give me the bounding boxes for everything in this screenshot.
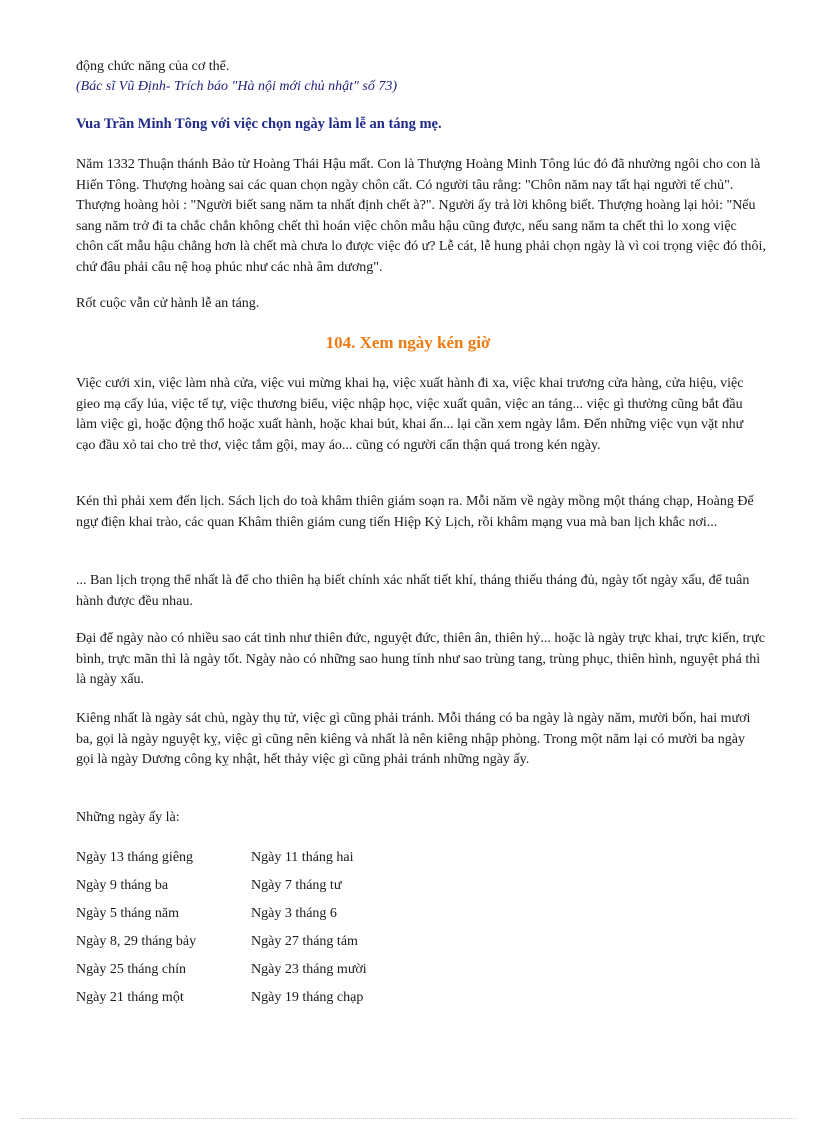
paragraph-6: Những ngày ấy là: xyxy=(76,810,180,825)
day-item: Ngày 9 tháng ba xyxy=(76,878,169,893)
day-item: Ngày 21 tháng một xyxy=(76,990,184,1005)
story-conclusion: Rốt cuộc vẫn cử hành lễ an táng. xyxy=(76,296,260,311)
paragraph-2: Kén thì phải xem đến lịch. Sách lịch do toà khâm thiên giám soạn ra. Mỗi năm về ngày mồng một tháng chạp, Hoàng Đế ngự điện khai trào, các quan Khâm thiên giám cung tiến Hiệp Kỷ Lịch, rồi khâm mạng vua mà ban lịch khắc nơi... xyxy=(76,494,754,530)
paragraph-1: Việc cưới xin, việc làm nhà cửa, việc vui mừng khai hạ, việc xuất hành đi xa, việc khai trương cửa hàng, cửa hiệu, việc gieo mạ cấy lúa, việc tế tự, việc thương biểu, việc nhập học, việc xuất quân, việc an táng... việc gì thường cũng bắt đầu làm việc gì, hoặc động thổ hoặc xuất hành, hoặc khai bút, khai ấn... lại cần xem ngày lắm. Đến những việc vụn vặt như cạo đầu xỏ tai cho trẻ thơ, việc tắm gội, may áo... cũng có người cẩn thận quá trong kén ngày. xyxy=(76,376,744,453)
day-item: Ngày 5 tháng năm xyxy=(76,906,180,921)
day-item: Ngày 25 tháng chín xyxy=(76,962,187,977)
days-row xyxy=(76,876,367,904)
page-bottom-divider xyxy=(20,1118,796,1119)
section-heading: 104. Xem ngày kén giờ xyxy=(325,333,491,352)
day-item: Ngày 8, 29 tháng bảy xyxy=(76,934,197,949)
paragraph-3: ... Ban lịch trọng thể nhất là để cho thiên hạ biết chính xác nhất tiết khí, tháng thiếu tháng đủ, ngày tốt ngày xấu, để tuân hành được đều nhau. xyxy=(76,573,750,609)
citation: (Bác sĩ Vũ Định- Trích báo "Hà nội mới chủ nhật" số 73) xyxy=(76,79,397,94)
days-row xyxy=(76,904,367,932)
day-item: Ngày 3 tháng 6 xyxy=(251,906,337,921)
paragraph-5: Kiêng nhất là ngày sát chủ, ngày thụ tử, việc gì cũng phải tránh. Mỗi tháng có ba ngày là ngày năm, mười bốn, hai mươi ba, gọi là ngày nguyệt kỵ, việc gì cũng nên kiêng và nhất là nên kiêng nhập phòng. Trong một năm lại có mười ba ngày gọi là ngày Dương công kỵ nhật, hết thảy việc gì cũng phải tránh những ngày ấy. xyxy=(76,711,751,767)
days-row xyxy=(76,932,367,960)
day-item: Ngày 19 tháng chạp xyxy=(251,990,364,1005)
day-item: Ngày 13 tháng giêng xyxy=(76,850,194,865)
day-item: Ngày 7 tháng tư xyxy=(251,878,342,893)
story-heading: Vua Trần Minh Tông với việc chọn ngày làm lễ an táng mẹ. xyxy=(76,116,442,132)
forbidden-days-list xyxy=(76,848,367,1016)
day-item: Ngày 23 tháng mười xyxy=(251,962,367,977)
days-row xyxy=(76,848,367,876)
paragraph-4: Đại để ngày nào có nhiều sao cát tinh như thiên đức, nguyệt đức, thiên ân, thiên hỷ... hoặc là ngày trực khai, trực kiến, trực bình, trực mãn thì là ngày tốt. Ngày nào có những sao hung tính như sao trùng tang, trùng phục, thiên hình, nguyệt phá thì là ngày xấu. xyxy=(76,631,765,687)
days-row xyxy=(76,960,367,988)
story-paragraph: Năm 1332 Thuận thánh Bảo từ Hoàng Thái Hậu mất. Con là Thượng Hoàng Minh Tông lúc đó đã nhường ngôi cho con là Hiến Tông. Thượng hoàng sai các quan chọn ngày chôn cất. Có người tâu rằng: "Chôn năm nay tất hại người tế chủ". Thượng hoàng hỏi : "Người biết sang năm ta nhất định chết à?". Người ấy trả lời không biết. Thượng hoàng lại hỏi: "Nếu sang năm trở đi ta chắc chắn không chết thì hoán việc chôn mẫu hậu cũng được, nếu sang năm ta chết thì lo xong việc chôn cất mẫu hậu chẳng hơn là chết mà chưa lo được việc đó ư? Lễ cát, lễ hung phải chọn ngày là vì coi trọng việc đó thôi, chứ đâu phải câu nệ hoạ phúc như các nhà âm dương". xyxy=(76,157,766,275)
day-item: Ngày 27 tháng tám xyxy=(251,934,358,949)
day-item: Ngày 11 tháng hai xyxy=(251,850,354,865)
intro-line: động chức năng của cơ thể. xyxy=(76,59,230,74)
days-row xyxy=(76,988,367,1016)
